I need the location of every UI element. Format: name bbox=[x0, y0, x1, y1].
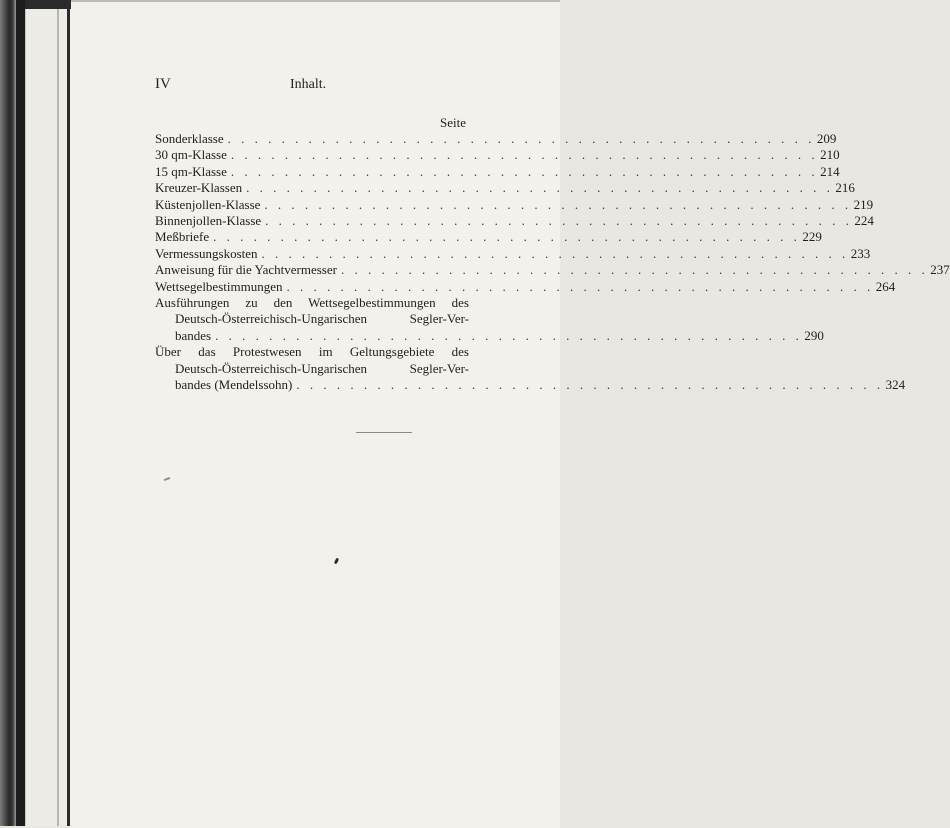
toc-entry-title-line: bandes (Mendelssohn) bbox=[175, 377, 293, 393]
toc-entry bbox=[155, 213, 874, 229]
toc-entry bbox=[155, 131, 837, 147]
leader-dots: . . . . . . . . . . . . . . . . . . . . . . . . . . . . . . . . . . . . . . . . . . . . bbox=[296, 377, 884, 393]
toc-entry-page: 290 bbox=[804, 327, 824, 343]
page-title: Inhalt. bbox=[290, 77, 327, 92]
toc-entry-page: 214 bbox=[820, 163, 840, 179]
toc-entry-last-line bbox=[155, 327, 824, 344]
table-of-contents bbox=[155, 131, 950, 394]
toc-entry-title: 30 qm-Klasse bbox=[155, 147, 227, 163]
toc-entry-title: 15 qm-Klasse bbox=[155, 163, 227, 179]
leader-dots: . . . . . . . . . . . . . . . . . . . . . . . . . . . . . . . . . . . . . . . . . . . . bbox=[286, 278, 874, 294]
toc-entry-page: 219 bbox=[853, 196, 874, 212]
toc-entry-title: Küstenjollen-Klasse bbox=[155, 196, 261, 212]
leader-dots: . . . . . . . . . . . . . . . . . . . . . . . . . . . . . . . . . . . . . . . . . . . . bbox=[230, 163, 819, 179]
page bbox=[71, 0, 560, 828]
toc-entry-title: Wettsegelbestimmungen bbox=[155, 278, 283, 294]
leader-dots: . . . . . . . . . . . . . . . . . . . . . . . . . . . . . . . . . . . . . . . . . . . . bbox=[265, 213, 853, 229]
leader-dots: . . . . . . . . . . . . . . . . . . . . . . . . . . . . . . . . . . . . . . . . . . . . bbox=[230, 147, 819, 163]
toc-entry-title: Anweisung für die Yachtvermesser bbox=[155, 262, 337, 278]
toc-entry bbox=[155, 180, 855, 196]
leader-dots: . . . . . . . . . . . . . . . . . . . . . . . . . . . . . . . . . . . . . . . . . . . . bbox=[264, 196, 852, 212]
toc-entry-title: Binnenjollen-Klasse bbox=[155, 213, 262, 229]
toc-entry bbox=[155, 278, 896, 295]
toc-entry bbox=[155, 163, 840, 180]
gutter-shadow bbox=[67, 0, 70, 826]
toc-entry-title-line: Deutsch-Österreichisch-Ungarischen Segler-Ver- bbox=[175, 360, 469, 376]
toc-entry-page: 237 bbox=[930, 262, 950, 278]
leader-dots: . . . . . . . . . . . . . . . . . . . . . . . . . . . . . . . . . . . . . . . . . . . . bbox=[215, 327, 803, 343]
section-divider bbox=[356, 432, 412, 433]
top-shadow bbox=[25, 0, 71, 9]
binding-shadow bbox=[16, 0, 25, 826]
leader-dots: . . . . . . . . . . . . . . . . . . . . . . . . . . . . . . . . . . . . . . . . . . . . bbox=[246, 180, 834, 196]
leader-dots: . . . . . . . . . . . . . . . . . . . . . . . . . . . . . . . . . . . . . . . . . . . . bbox=[227, 131, 815, 146]
toc-entry bbox=[155, 245, 871, 262]
toc-entry-page: 209 bbox=[816, 131, 837, 146]
toc-entry-page: 229 bbox=[802, 229, 822, 245]
toc-entry-page: 216 bbox=[835, 180, 855, 196]
toc-entry bbox=[155, 229, 822, 245]
toc-entry-page: 210 bbox=[820, 147, 840, 163]
toc-entry-last-line bbox=[155, 377, 906, 393]
toc-entry-title-line: Ausführungen zu den Wettsegelbestimmungen des bbox=[155, 295, 469, 311]
toc-entry-page: 233 bbox=[850, 245, 871, 261]
toc-entry bbox=[155, 196, 874, 213]
toc-entry-page: 224 bbox=[854, 213, 874, 229]
toc-entry bbox=[155, 262, 950, 278]
toc-entry bbox=[155, 147, 840, 163]
toc-entry-title: Vermessungskosten bbox=[155, 245, 258, 261]
toc-entry-multiline bbox=[155, 344, 906, 393]
toc-entry-title-line: Über das Protestwesen im Geltungsgebiete des bbox=[155, 344, 469, 360]
leader-dots: . . . . . . . . . . . . . . . . . . . . . . . . . . . . . . . . . . . . . . . . . . . . bbox=[340, 262, 929, 278]
toc-entry-page: 264 bbox=[875, 278, 896, 294]
seite-label: Seite bbox=[440, 115, 466, 130]
running-header bbox=[155, 76, 465, 100]
toc-entry-title-line: bandes bbox=[175, 327, 212, 343]
preceding-page-edge bbox=[25, 8, 70, 826]
page-edge-line bbox=[57, 8, 59, 826]
paper-speck bbox=[164, 477, 170, 481]
toc-entry-title: Sonderklasse bbox=[155, 131, 224, 146]
page-number: IV bbox=[155, 76, 171, 92]
toc-entry-multiline bbox=[155, 295, 824, 344]
toc-entry-title: Kreuzer-Klassen bbox=[155, 180, 243, 196]
leader-dots: . . . . . . . . . . . . . . . . . . . . . . . . . . . . . . . . . . . . . . . . . . . . bbox=[213, 229, 801, 245]
leader-dots: . . . . . . . . . . . . . . . . . . . . . . . . . . . . . . . . . . . . . . . . . . . . bbox=[261, 245, 849, 261]
binding-edge bbox=[0, 0, 16, 826]
toc-entry-title-line: Deutsch-Österreichisch-Ungarischen Segler-Ver- bbox=[175, 311, 469, 327]
toc-entry-title: Meßbriefe bbox=[155, 229, 210, 245]
toc-entry-page: 324 bbox=[885, 377, 906, 393]
